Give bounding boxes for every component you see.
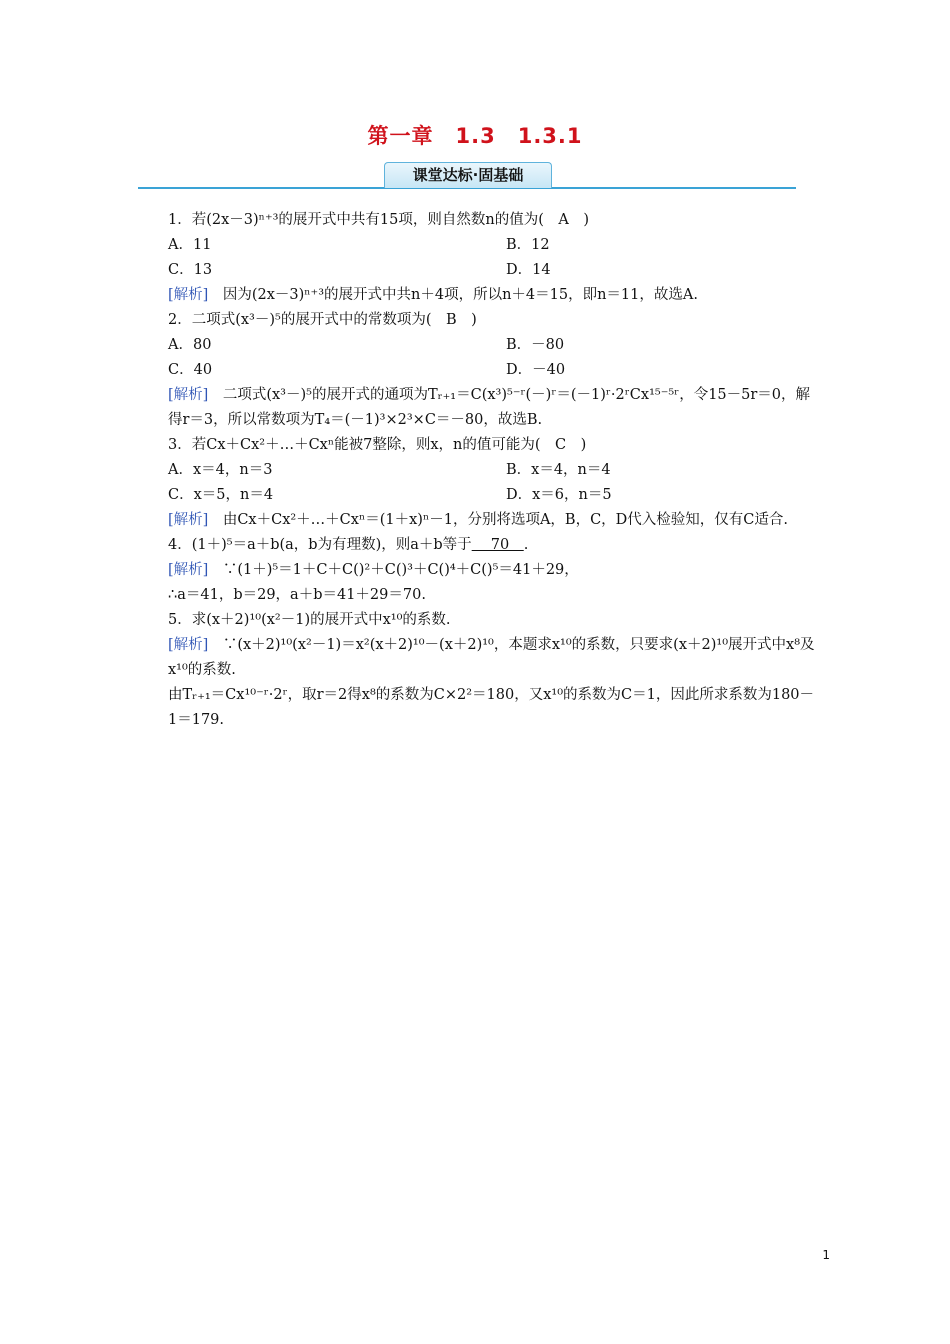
option-b: B．12 [506, 237, 550, 253]
exercise-content [138, 208, 816, 733]
question-1-options [138, 233, 816, 258]
analysis-text: ∵(x＋2)¹⁰(x²－1)＝x²(x＋2)¹⁰－(x＋2)¹⁰，本题求x¹⁰的系数，只要求(x＋2)¹⁰展开式中x⁸及x¹⁰的系数. [168, 637, 815, 678]
option-b: B．－80 [506, 337, 565, 353]
question-4-analysis [138, 558, 816, 583]
analysis-tag: [解析] [168, 512, 209, 528]
section-banner [138, 160, 796, 190]
question-2-analysis [138, 383, 816, 433]
question-2-options [138, 333, 816, 358]
analysis-tag: [解析] [168, 387, 209, 403]
option-d: D．x＝6，n＝5 [506, 487, 612, 503]
answer-blank: 70 [471, 537, 524, 553]
question-3-analysis [138, 508, 816, 533]
question-3-options [138, 458, 816, 483]
stem-end: . [523, 537, 529, 553]
option-d: D．14 [506, 262, 551, 278]
option-d: D．－40 [506, 362, 566, 378]
page-number: 1 [822, 1248, 830, 1262]
question-5-analysis-2: 由Tᵣ₊₁＝Cx¹⁰⁻ʳ·2ʳ，取r＝2得x⁸的系数为C×2²＝180，又x¹⁰的系数为C＝1，因此所求系数为180－1＝179. [168, 687, 815, 728]
question-5-stem: 5．求(x＋2)¹⁰(x²－1)的展开式中x¹⁰的系数. [168, 612, 451, 628]
analysis-tag: [解析] [168, 562, 209, 578]
analysis-tag: [解析] [168, 287, 209, 303]
option-a: A．11 [168, 237, 212, 253]
question-1-stem: 1．若(2x－3)ⁿ⁺³的展开式中共有15项，则自然数n的值为( A ) [168, 212, 589, 228]
question-1-analysis [138, 283, 816, 308]
option-c: C．40 [168, 362, 213, 378]
analysis-text: 二项式(x³－)⁵的展开式的通项为Tᵣ₊₁＝C(x³)⁵⁻ʳ(－)ʳ＝(－1)ʳ·2ʳCx¹⁵⁻⁵ʳ，令15－5r＝0，解得r＝3，所以常数项为T₄＝(－1)³×2³×C＝－80，故选B. [168, 387, 811, 428]
option-c: C．13 [168, 262, 213, 278]
analysis-text: ∵(1＋)⁵＝1＋C＋C()²＋C()³＋C()⁴＋C()⁵＝41＋29， [208, 562, 579, 578]
question-3-options-row2 [138, 483, 816, 508]
banner-label: 课堂达标·固基础 [384, 162, 552, 188]
option-a: A．x＝4，n＝3 [168, 462, 273, 478]
chapter-title: 第一章 1.3 1.3.1 [367, 124, 583, 148]
analysis-text: 因为(2x－3)ⁿ⁺³的展开式中共n＋4项，所以n＋4＝15，即n＝11，故选A. [208, 287, 698, 303]
question-2-stem: 2．二项式(x³－)⁵的展开式中的常数项为( B ) [168, 312, 477, 328]
question-3-stem: 3．若Cx＋Cx²＋…＋Cxⁿ能被7整除，则x，n的值可能为( C ) [168, 437, 587, 453]
option-a: A．80 [168, 337, 212, 353]
option-b: B．x＝4，n＝4 [506, 462, 611, 478]
analysis-text: 由Cx＋Cx²＋…＋Cxⁿ＝(1＋x)ⁿ－1，分别将选项A，B，C，D代入检验知，仅有C适合. [208, 512, 788, 528]
analysis-tag: [解析] [168, 637, 209, 653]
question-4-stem [138, 533, 816, 558]
stem-text: 4．(1＋)⁵＝a＋b(a，b为有理数)，则a＋b等于 [168, 537, 472, 553]
question-4-analysis-line2: ∴a＝41，b＝29，a＋b＝41＋29＝70. [168, 587, 426, 603]
question-1-options-row2 [138, 258, 816, 283]
question-2-options-row2 [138, 358, 816, 383]
option-c: C．x＝5，n＝4 [168, 487, 274, 503]
question-5-analysis [138, 633, 816, 683]
